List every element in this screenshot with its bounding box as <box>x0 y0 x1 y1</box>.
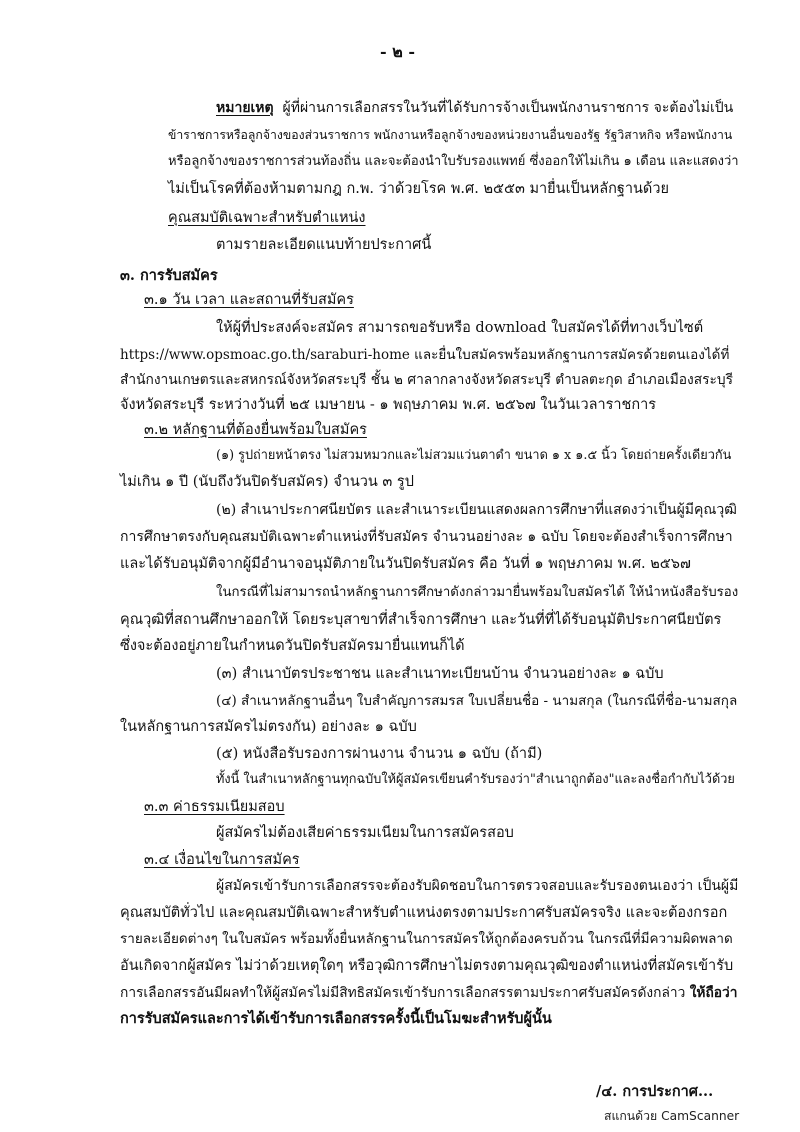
s32-item-2b-line-3: ซึ่งจะต้องอยู่ภายในกำหนดวันปิดรับสมัครมายื่นแทนก็ได้ <box>120 638 465 654</box>
s32-item-2b-line-1: ในกรณีที่ไม่สามารถนำหลักฐานการศึกษาดังกล่าวมายื่นพร้อมใบสมัครได้ ให้นำหนังสือรับรอง <box>216 585 739 600</box>
note-label: หมายเหตุ <box>216 100 274 116</box>
scanner-watermark: สแกนด้วย CamScanner <box>604 1109 740 1123</box>
continuation-text: /๔. การประกาศ... <box>596 1083 714 1100</box>
s31-line-4: จังหวัดสระบุรี ระหว่างวันที่ ๒๕ เมษายน - ๑ พฤษภาคม พ.ศ. ๒๕๖๗ ในวันเวลาราชการ <box>120 397 657 413</box>
s34-line-5-bold: ให้ถือว่า <box>689 985 738 1001</box>
section-3-4-heading: ๓.๔ เงื่อนไขในการสมัคร <box>144 852 300 868</box>
s32-item-2b-line-2: คุณวุฒิที่สถานศึกษาออกให้ โดยระบุสาขาที่สำเร็จการศึกษา และวันที่ที่ได้รับอนุมัติประกาศนียบัตร <box>120 612 722 628</box>
s32-item-5: (๕) หนังสือรับรองการผ่านงาน จำนวน ๑ ฉบับ (ถ้ามี) <box>216 746 543 762</box>
s32-item-3: (๓) สำเนาบัตรประชาชน และสำเนาทะเบียนบ้าน จำนวนอย่างละ ๑ ฉบับ <box>216 666 664 682</box>
section-3-heading: ๓. การรับสมัคร <box>120 267 218 284</box>
section-3-1-heading: ๓.๑ วัน เวลา และสถานที่รับสมัคร <box>144 292 354 308</box>
s34-line-3: รายละเอียดต่างๆ ในใบสมัคร พร้อมทั้งยื่นหลักฐานในการสมัครให้ถูกต้องครบถ้วน ในกรณีที่มีความผิดพลาด <box>120 931 733 947</box>
note-line-1-text: ผู้ที่ผ่านการเลือกสรรในวันที่ได้รับการจ้างเป็นพนักงานราชการ จะต้องไม่เป็น <box>282 100 734 116</box>
s32-item-4-line-1: (๔) สำเนาหลักฐานอื่นๆ ใบสำคัญการสมรส ใบเปลี่ยนชื่อ - นามสกุล (ในกรณีที่ชื่อ-นามสกุล <box>216 693 738 709</box>
s32-item-1-line-2: ไม่เกิน ๑ ปี (นับถึงวันปิดรับสมัคร) จำนวน ๓ รูป <box>120 474 414 490</box>
qualification-text: ตามรายละเอียดแนบท้ายประกาศนี้ <box>216 237 432 253</box>
s32-item-2-line-1: (๒) สำเนาประกาศนียบัตร และสำเนาระเบียนแสดงผลการศึกษาที่แสดงว่าเป็นผู้มีคุณวุฒิ <box>216 502 737 518</box>
s34-line-5 <box>120 983 738 1003</box>
s32-item-2-line-2: การศึกษาตรงกับคุณสมบัติเฉพาะตำแหน่งที่รับสมัคร จำนวนอย่างละ ๑ ฉบับ โดยจะต้องสำเร็จการศึกษา <box>120 529 733 545</box>
s34-line-4: อันเกิดจากผู้สมัคร ไม่ว่าด้วยเหตุใดๆ หรือวุฒิการศึกษาไม่ตรงตามคุณวุฒิของตำแหน่งที่สมัครเข้ารับ <box>120 958 734 974</box>
s31-line-1: ให้ผู้ที่ประสงค์จะสมัคร สามารถขอรับหรือ download ใบสมัครได้ที่ทางเว็บไซต์ <box>216 320 704 336</box>
section-3-2-heading: ๓.๒ หลักฐานที่ต้องยื่นพร้อมใบสมัคร <box>144 422 367 438</box>
s34-line-1: ผู้สมัครเข้ารับการเลือกสรรจะต้องรับผิดชอบในการตรวจสอบและรับรองตนเองว่า เป็นผู้มี <box>216 878 739 894</box>
note-line-3: หรือลูกจ้างของราชการส่วนท้องถิ่น และจะต้องนำใบรับรองแพทย์ ซึ่งออกให้ไม่เกิน ๑ เดือน และแสดงว่า <box>168 154 739 169</box>
s32-item-2-line-3: และได้รับอนุมัติจากผู้มีอำนาจอนุมัติภายในวันปิดรับสมัคร คือ วันที่ ๑ พฤษภาคม พ.ศ. ๒๕๖๗ <box>120 556 691 572</box>
s32-certify-note: ทั้งนี้ ในสำเนาหลักฐานทุกฉบับให้ผู้สมัครเขียนคำรับรองว่า"สำเนาถูกต้อง"และลงชื่อกำกับไว้ด้วย <box>216 772 735 787</box>
s34-line-5-text: การเลือกสรรอันมีผลทำให้ผู้สมัครไม่มีสิทธิสมัครเข้ารับการเลือกสรรตามประกาศรับสมัครดังกล่าว <box>120 985 690 1001</box>
s32-item-4-line-2: ในหลักฐานการสมัครไม่ตรงกัน) อย่างละ ๑ ฉบับ <box>120 719 417 735</box>
s31-line-3: สำนักงานเกษตรและสหกรณ์จังหวัดสระบุรี ชั้น ๒ ศาลากลางจังหวัดสระบุรี ตำบลตะกุด อำเภอเมืองสระบุรี <box>120 372 734 388</box>
note-line-2: ข้าราชการหรือลูกจ้างของส่วนราชการ พนักงานหรือลูกจ้างของหน่วยงานอื่นของรัฐ รัฐวิสาหกิจ หรือพนักงาน <box>168 128 733 142</box>
s34-line-6: การรับสมัครและการได้เข้ารับการเลือกสรรครั้งนี้เป็นโมฆะสำหรับผู้นั้น <box>120 1010 552 1027</box>
note-line-1 <box>216 98 733 118</box>
s34-line-2: คุณสมบัติทั่วไป และคุณสมบัติเฉพาะสำหรับตำแหน่งตรงตามประกาศรับสมัครจริง และจะต้องกรอก <box>120 905 728 921</box>
s32-item-1-line-1: (๑) รูปถ่ายหน้าตรง ไม่สวมหมวกและไม่สวมแว่นตาดำ ขนาด ๑ x ๑.๕ นิ้ว โดยถ่ายครั้งเดียวกัน <box>216 448 732 463</box>
qualification-heading: คุณสมบัติเฉพาะสำหรับตำแหน่ง <box>168 210 366 226</box>
s33-text: ผู้สมัครไม่ต้องเสียค่าธรรมเนียมในการสมัครสอบ <box>216 825 514 841</box>
note-line-4: ไม่เป็นโรคที่ต้องห้ามตามกฎ ก.พ. ว่าด้วยโรค พ.ศ. ๒๕๕๓ มายื่นเป็นหลักฐานด้วย <box>168 181 669 197</box>
section-3-3-heading: ๓.๓ ค่าธรรมเนียมสอบ <box>144 799 285 815</box>
page-number: - ๒ - <box>380 42 415 61</box>
s31-line-2: https://www.opsmoac.go.th/saraburi-home และยื่นใบสมัครพร้อมหลักฐานการสมัครด้วยตนเองได้ที่ <box>120 347 730 363</box>
